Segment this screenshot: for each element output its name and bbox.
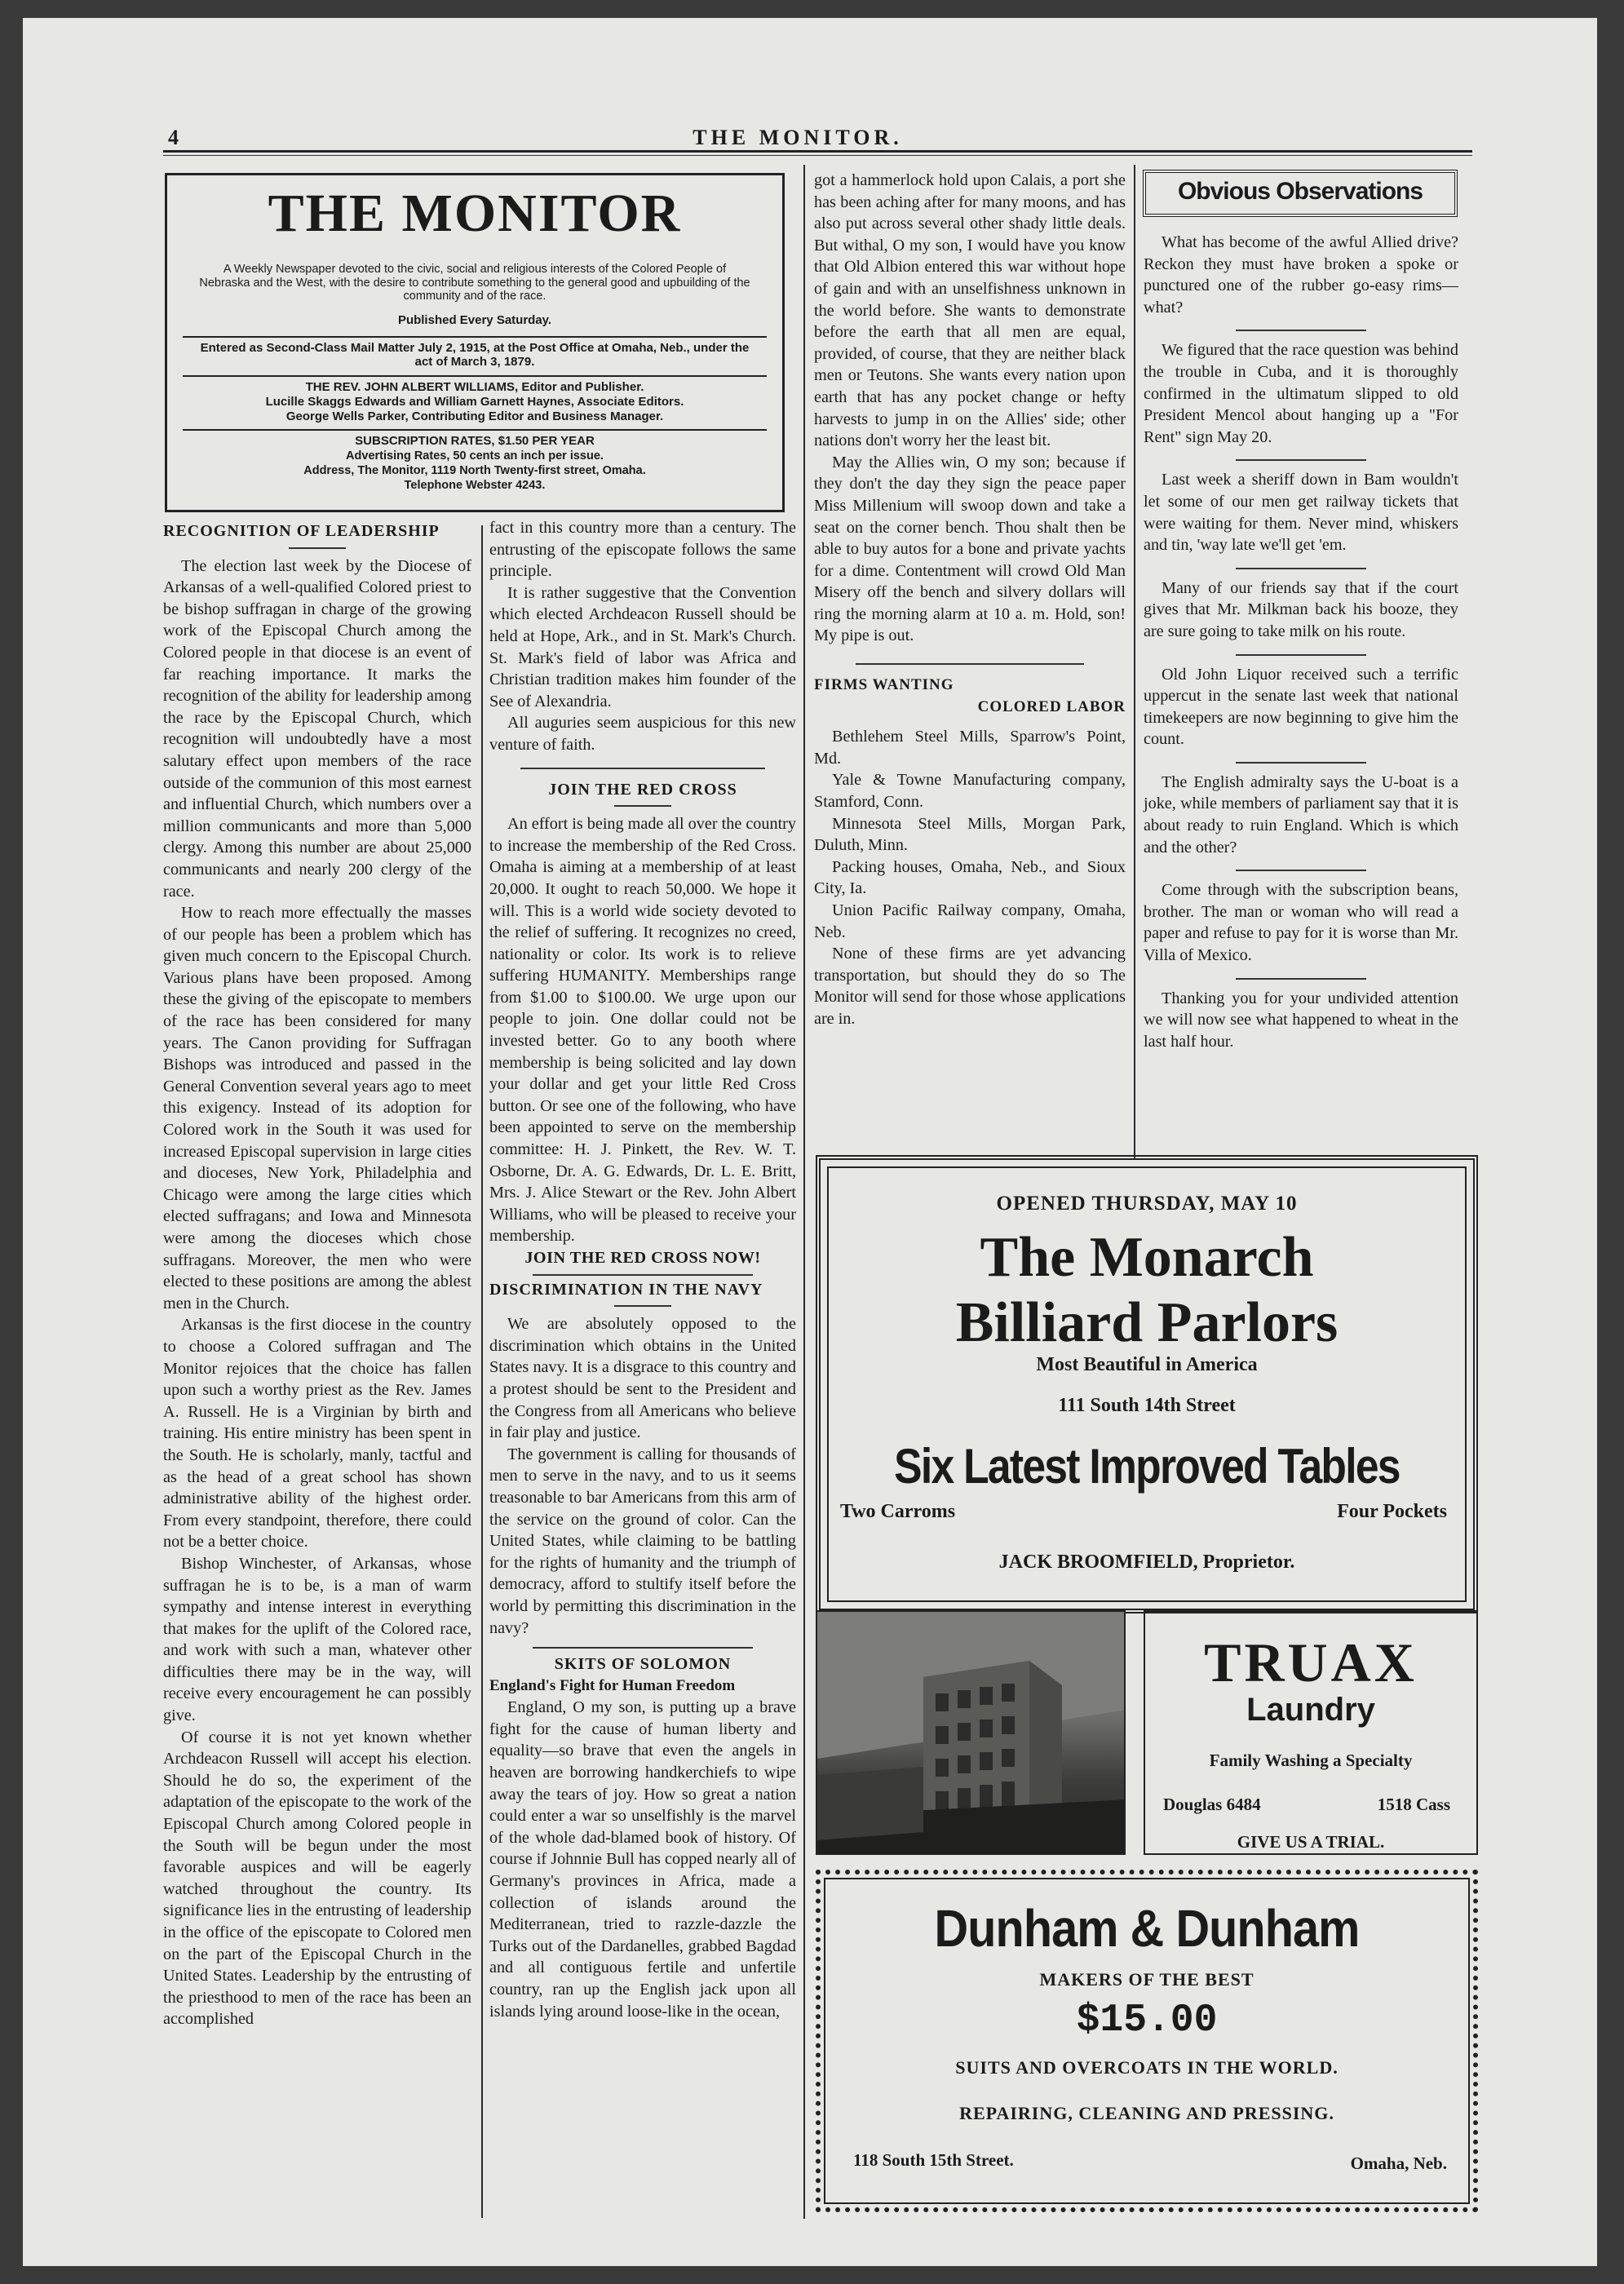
- column-2: [489, 517, 796, 2022]
- item-rule: [1236, 870, 1366, 871]
- article-paragraph: Bishop Winchester, of Arkansas, whose suffragan he is to be, is a man of warm sympathy and intense interest in everything that makes for the uplift of the Colored race, and work with such a man, whatever other difficulties there may be in the way, will receive every encouragement he can possibly give.: [163, 1554, 471, 1725]
- section-rule: [520, 768, 765, 769]
- redcross-close: JOIN THE RED CROSS NOW!: [524, 1249, 761, 1267]
- heading-rule: [614, 805, 671, 807]
- section-rule: [856, 663, 1084, 665]
- firm-item: Minnesota Steel Mills, Morgan Park, Duluth, Minn.: [814, 814, 1126, 855]
- mast-associates: Lucille Skaggs Edwards and William Garnett Haynes, Associate Editors.: [265, 395, 684, 409]
- mast-telephone: Telephone Webster 4243.: [404, 479, 546, 492]
- truax-street: 1518 Cass: [1377, 1795, 1450, 1814]
- dunham-price: $15.00: [1076, 1998, 1218, 2043]
- article-paragraph: How to reach more effectually the masses of our people has been a problem which has given much concern to the Episcopal Church. Various plans have been proposed. Among these the giving of the episcopate to members of the race has been considered for many years. The Canon providing for Suffragan Bishops was introduced and passed in the General Convention several years ago to meet this exigency. Instead of its adoption for Colored work in the South it was used for increased Episcopal supervision in large cities and dioceses, New York, Philadelphia and Chicago were among the large cities which elected suffragans; and Iowa and Minnesota were among the dioceses which chose suffragans. Moreover, the men who were elected to these positions are among the ablest men in the Church.: [163, 904, 471, 1312]
- article-paragraph: Of course it is not yet known whether Archdeacon Russell will accept his election. Should he do so, the experiment of the adaptation of the episcopate to the work of the Episcopal Church among Colored people in the South will be begun under the most favorable auspices and will be eagerly watched throughout the country. Its significance lies in the entrusting of leadership in the office of the episcopate to Colored men on the part of the Episcopal Church in the United States. Leadership by the entrusting of the priesthood to men of the race has been an accomplished: [163, 1728, 471, 2029]
- item-rule: [1236, 568, 1366, 569]
- monarch-left: Two Carroms: [840, 1501, 956, 1522]
- article-paragraph: May the Allies win, O my son; because if they don't the day they sign the peace paper Miss Millenium will swoop down and take a seat on the corner bench. Thou shalt then be able to buy autos for a bone and private yachts for a dime. Contentment will crowd Old Man Misery off the bench and silvery dollars will ring the morning alarm at 10 a. m. Hold, son! My pipe is out.: [814, 453, 1126, 645]
- observation-item: What has become of the awful Allied drive? Reckon they must have broken a spoke or punctured one of the rubber go-easy rims—what?: [1144, 233, 1458, 316]
- mast-rule-1: [183, 336, 767, 338]
- head-rule-thin: [163, 155, 1472, 156]
- dunham-suits: SUITS AND OVERCOATS IN THE WORLD.: [955, 2057, 1339, 2078]
- column-rule-2: [803, 165, 805, 2219]
- truax-trial: GIVE US A TRIAL.: [1237, 1832, 1385, 1852]
- column-rule-1: [481, 525, 483, 2218]
- article-paragraph: got a hammerlock hold upon Calais, a port she has been aching after for many moons, and has also put across several other shady little deals. But withal, O my son, I would have you know that Old Albion entered this war without hope of gain and with an unselfishness unknown in the world before. She wants to demonstrate before the earth that all men are equal, provided, of course, that they are neither black men or Teutons. She wants every nation upon earth that has any pocket change or hefty harvests to jump in on the Allies' side; other nations don't worry her the least bit.: [814, 171, 1126, 450]
- observation-item: We figured that the race question was behind the trouble in Cuba, and it is thoroughly confirmed in the ultimatum slipped to old President Mencol about hanging up a "For Rent" sign May 20.: [1144, 341, 1458, 446]
- section-rule: [533, 1274, 753, 1276]
- heading-rule: [289, 547, 346, 549]
- mast-rule-3: [183, 429, 767, 431]
- column-4: [1144, 232, 1458, 1052]
- firms-heading-2: COLORED LABOR: [977, 697, 1126, 715]
- redcross-heading: JOIN THE RED CROSS: [548, 780, 737, 799]
- mast-editor: THE REV. JOHN ALBERT WILLIAMS, Editor and Publisher.: [305, 380, 644, 394]
- monarch-name-2: Billiard Parlors: [955, 1291, 1339, 1354]
- mast-advertising: Advertising Rates, 50 cents an inch per issue.: [346, 449, 604, 463]
- mast-title: THE MONITOR: [268, 184, 682, 243]
- firm-item: Packing houses, Omaha, Neb., and Sioux City, Ia.: [814, 857, 1126, 898]
- dunham-name: Dunham & Dunham: [934, 1899, 1360, 1958]
- column-1: [163, 514, 471, 2030]
- observation-item: Come through with the subscription beans, brother. The man or woman who will read a paper and refuse to pay for it is worse than Mr. Villa of Mexico.: [1144, 881, 1458, 965]
- mast-subscription: SUBSCRIPTION RATES, $1.50 PER YEAR: [355, 434, 595, 448]
- column-rule-3: [1134, 165, 1135, 1160]
- mast-contributing: George Wells Parker, Contributing Editor and Business Manager.: [285, 409, 664, 423]
- navy-heading: DISCRIMINATION IN THE NAVY: [489, 1280, 763, 1299]
- running-head: THE MONITOR.: [693, 126, 903, 149]
- monarch-tagline: Most Beautiful in America: [1036, 1354, 1258, 1375]
- mast-address: Address, The Monitor, 1119 North Twenty-first street, Omaha.: [303, 464, 646, 477]
- spacer: [814, 718, 1126, 726]
- observation-item: Many of our friends say that if the court gives that Mr. Milkman back his booze, they are sure going to take milk on his route.: [1144, 578, 1458, 640]
- head-rule: [163, 150, 1472, 153]
- section-rule: [533, 1647, 753, 1649]
- item-rule: [1236, 978, 1366, 980]
- firm-item: Yale & Towne Manufacturing company, Stamford, Conn.: [814, 771, 1126, 812]
- article-paragraph: The election last week by the Diocese of Arkansas of a well-qualified Colored priest to be bishop suffragan in charge of the growing work of the Episcopal Church among the Colored people in that diocese is an event of far reaching importance. It marks the recognition of the ability for leadership among the race by the Episcopal Church, which recognition will undoubtedly have a most salutary effect upon members of the race outside of the communion of this most earnest and influential Church, which numbers over a million communicants and more than 5,000 clergy. Among this number are about 25,000 communicants and nearly 200 clergy of the race.: [163, 556, 471, 901]
- newspaper-page: [23, 18, 1597, 2266]
- item-rule: [1236, 330, 1366, 331]
- dunham-address: 118 South 15th Street.: [853, 2150, 1014, 2170]
- article-paragraph: We are absolutely opposed to the discrimination which obtains in the United States navy. It is a disgrace to this country and a protest should be sent to the President and the Congress from all Americans who believe in fair play and justice.: [489, 1315, 796, 1442]
- dunham-makers: MAKERS OF THE BEST: [1039, 1969, 1255, 1990]
- firm-item: Union Pacific Railway company, Omaha, Neb.: [814, 901, 1126, 941]
- dunham-repairing: REPAIRING, CLEANING AND PRESSING.: [959, 2103, 1334, 2123]
- page-number: 4: [168, 126, 179, 149]
- firms-heading-1: FIRMS WANTING: [814, 676, 954, 694]
- article-paragraph: The government is calling for thousands of men to serve in the navy, and to us it seems treasonable to bar Americans from this arm of the service on the ground of color. Can the United States, while claiming to be battling for the rights of humanity and the triumph of democracy, afford to stultify itself before the world by permitting this discrimination in the navy?: [489, 1445, 796, 1637]
- mast-published: Published Every Saturday.: [397, 313, 552, 327]
- truax-building-image: [816, 1610, 1126, 1855]
- observation-item: The English admiralty says the U-boat is a joke, while members of parliament say that it is about ready to ruin England. Which is which and the other?: [1144, 772, 1458, 856]
- firm-item: None of these firms are yet advancing transportation, but should they do so The Monitor will send for those whose applications are in.: [814, 945, 1126, 1028]
- observation-item: Last week a sheriff down in Bam wouldn't let some of our men get railway tickets that were waiting for them. Never mind, whiskers and tin, 'way late we'll get 'em.: [1144, 471, 1458, 555]
- observation-item: Thanking you for your undivided attention we will now see what happened to wheat in the last half hour.: [1144, 989, 1458, 1051]
- article-paragraph: All auguries seem auspicious for this new venture of faith.: [489, 714, 796, 754]
- recognition-heading: RECOGNITION OF LEADERSHIP: [163, 522, 440, 540]
- monarch-proprietor: JACK BROOMFIELD, Proprietor.: [998, 1551, 1295, 1573]
- article-paragraph: It is rather suggestive that the Convention which elected Archdeacon Russell should be held at Hope, Ark., and in St. Mark's Church. St. Mark's field of labor was Africa and Christian tradition makes him founder of the See of Alexandria.: [489, 583, 796, 710]
- monarch-tables: Six Latest Improved Tables: [894, 1439, 1400, 1494]
- article-paragraph: Arkansas is the first diocese in the country to choose a Colored suffragan and The Monitor rejoices that the choice has fallen upon such a worthy priest as the Rev. James A. Russell. He is a Virginian by birth and training. His entire ministry has been spent in the South. He is scholarly, manly, tactful and as the head of a great school has shown administrative ability of the highest order. From every standpoint, therefore, there could not be a better choice.: [163, 1316, 471, 1551]
- truax-type: Laundry: [1246, 1692, 1375, 1728]
- monarch-address: 111 South 14th Street: [1058, 1395, 1236, 1416]
- mast-rule-2: [183, 375, 767, 377]
- monarch-billiard-ad: [816, 1155, 1478, 1613]
- truax-name: TRUAX: [1204, 1631, 1418, 1693]
- skits-subheading: England's Fight for Human Freedom: [489, 1676, 736, 1694]
- monarch-opened: OPENED THURSDAY, MAY 10: [996, 1193, 1298, 1215]
- monarch-right: Four Pockets: [1337, 1501, 1447, 1522]
- item-rule: [1236, 654, 1366, 656]
- dunham-city: Omaha, Neb.: [1350, 2153, 1447, 2173]
- observation-item: Old John Liquor received such a terrific uppercut in the senate last week that national timekeepers are now beginning to give him the count.: [1144, 665, 1458, 749]
- firm-item: Bethlehem Steel Mills, Sparrow's Point, Md.: [814, 728, 1126, 768]
- truax-specialty: Family Washing a Specialty: [1209, 1751, 1413, 1770]
- truax-phone: Douglas 6484: [1163, 1795, 1261, 1814]
- article-paragraph: An effort is being made all over the country to increase the membership of the Red Cross. Omaha is aiming at a membership of at least 20,000. It ought to reach 50,000. We hope it will. This is a world wide society devoted to the relief of suffering. It recognizes no creed, nationality or color. Its work is to relieve suffering HUMANITY. Memberships range from $1.00 to $100.00. We urge upon our people to join. One dollar could not be invested better. Go to any booth where membership is being solicited and lay down your dollar and get your little Red Cross button. Or see one of the following, who have been appointed to serve on the membership committee: H. J. Pinkett, the Rev. W. T. Osborne, Dr. A. G. Edwards, Dr. L. E. Britt, Mrs. J. Alice Stewart or the Rev. John Albert Williams, who will be pleased to receive your membership.: [489, 815, 796, 1246]
- heading-rule: [614, 1305, 671, 1307]
- column-3: [814, 170, 1126, 1030]
- item-rule: [1236, 459, 1366, 461]
- article-paragraph: England, O my son, is putting up a brave fight for the cause of human liberty and equality—so brave that even the angels in heaven are borrowing handkerchiefs to wipe away the tears of joy. How so great a nation could enter a war so unselfishly is the marvel of the whole dad-blamed book of history. Of course if Johnnie Bull has copped nearly all of Germany's provinces in Africa, made a collection of islands around the Mediterranean, tried to razzle-dazzle the Turks out of the Dardanelles, grabbed Bagdad and all contiguous fertile and unfertile country, ran up the English jack upon all islands lying around loose-like in the ocean,: [489, 1698, 796, 2021]
- obvious-observations-heading: Obvious Observations: [1177, 178, 1423, 205]
- building-icon: [817, 1612, 1126, 1855]
- item-rule: [1236, 762, 1366, 764]
- skits-heading: SKITS OF SOLOMON: [554, 1655, 732, 1674]
- mast-entered: Entered as Second-Class Mail Matter July 2, 1915, at the Post Office at Omaha, Neb., under the act of March 3, 1879.: [200, 341, 750, 369]
- monarch-name-1: The Monarch: [980, 1226, 1314, 1289]
- article-paragraph: fact in this country more than a century. The entrusting of the episcopate follows the same principle.: [489, 519, 796, 581]
- mast-description: A Weekly Newspaper devoted to the civic, social and religious interests of the Colored People of Nebraska and the West, with the desire to contribute something to the general good and upbuilding of the community and of the race.: [199, 263, 750, 303]
